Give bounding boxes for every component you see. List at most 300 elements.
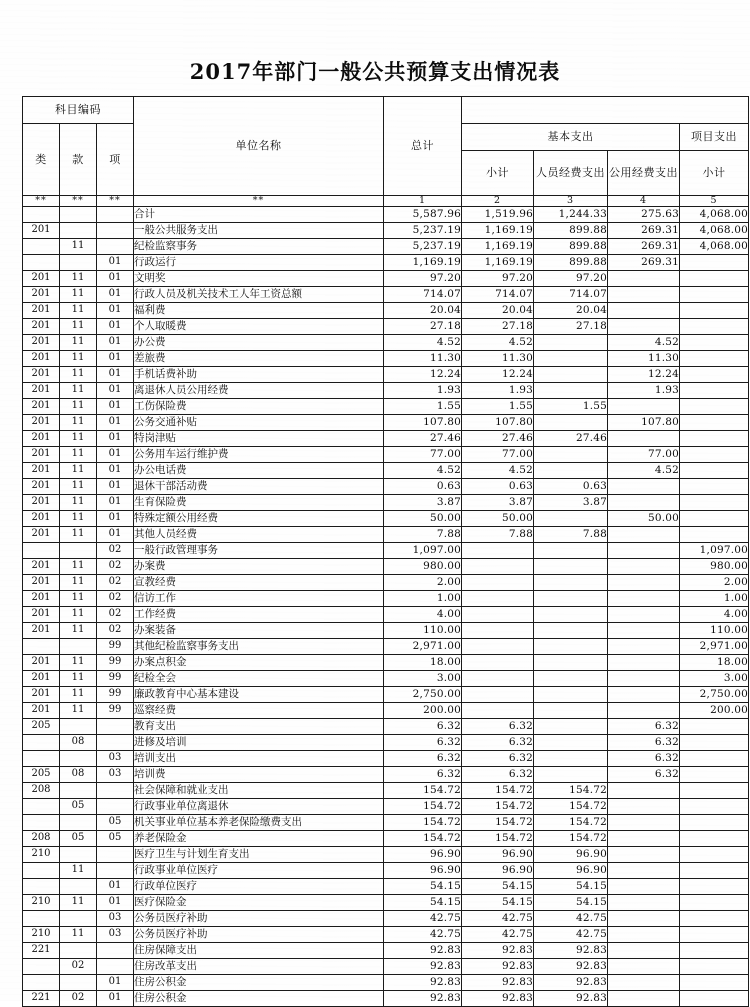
cell-total: 1,169.19 (384, 254, 462, 270)
cell-basic-subtotal: 27.18 (462, 318, 534, 334)
budget-table-container (22, 96, 749, 1007)
cell-personnel: 154.72 (534, 814, 608, 830)
cell-total: 12.24 (384, 366, 462, 382)
cell-personnel: 154.72 (534, 782, 608, 798)
cell-lei: 201 (23, 430, 60, 446)
cell-total: 3.87 (384, 494, 462, 510)
cell-unit-name: 教育支出 (134, 718, 384, 734)
cell-personnel (534, 558, 608, 574)
table-row (23, 814, 749, 830)
cell-unit-name: 办案费 (134, 558, 384, 574)
cell-xiang: 02 (97, 622, 134, 638)
cell-public (608, 702, 680, 718)
header-kuan: 款 (60, 124, 97, 196)
cell-xiang: 03 (97, 910, 134, 926)
cell-lei (23, 750, 60, 766)
cell-kuan (60, 782, 97, 798)
cell-personnel (534, 622, 608, 638)
cell-kuan: 11 (60, 238, 97, 254)
cell-unit-name: 机关事业单位基本养老保险缴费支出 (134, 814, 384, 830)
cell-lei: 201 (23, 574, 60, 590)
cell-project (680, 718, 749, 734)
table-row (23, 590, 749, 606)
cell-project (680, 494, 749, 510)
cell-basic-subtotal (462, 590, 534, 606)
cell-basic-subtotal: 6.32 (462, 718, 534, 734)
cell-xiang: 01 (97, 430, 134, 446)
cell-basic-subtotal: 4.52 (462, 462, 534, 478)
cell-xiang: 01 (97, 382, 134, 398)
table-row (23, 510, 749, 526)
cell-personnel: 0.63 (534, 478, 608, 494)
cell-project (680, 814, 749, 830)
cell-lei: 201 (23, 446, 60, 462)
cell-total: 200.00 (384, 702, 462, 718)
cell-total: 92.83 (384, 990, 462, 1006)
header-project-subtotal: 小计 (680, 151, 749, 196)
cell-lei: 201 (23, 286, 60, 302)
marker-kuan: ** (60, 196, 97, 207)
cell-unit-name: 医疗卫生与计划生育支出 (134, 846, 384, 862)
cell-project (680, 990, 749, 1006)
cell-kuan: 11 (60, 702, 97, 718)
cell-lei: 201 (23, 462, 60, 478)
cell-project: 4.00 (680, 606, 749, 622)
cell-lei: 201 (23, 686, 60, 702)
marker-xiang: ** (97, 196, 134, 207)
cell-total: 5,237.19 (384, 238, 462, 254)
cell-project (680, 782, 749, 798)
cell-public (608, 894, 680, 910)
cell-project: 3.00 (680, 670, 749, 686)
cell-basic-subtotal (462, 670, 534, 686)
table-row (23, 958, 749, 974)
cell-basic-subtotal (462, 702, 534, 718)
cell-project (680, 414, 749, 430)
cell-xiang (97, 718, 134, 734)
cell-personnel: 96.90 (534, 862, 608, 878)
cell-total: 54.15 (384, 894, 462, 910)
cell-project: 980.00 (680, 558, 749, 574)
cell-basic-subtotal (462, 622, 534, 638)
cell-unit-name: 办案装备 (134, 622, 384, 638)
table-row (23, 750, 749, 766)
cell-personnel: 899.88 (534, 254, 608, 270)
cell-kuan: 11 (60, 574, 97, 590)
cell-kuan: 11 (60, 462, 97, 478)
cell-basic-subtotal: 107.80 (462, 414, 534, 430)
cell-total: 6.32 (384, 750, 462, 766)
cell-basic-subtotal: 1,519.96 (462, 206, 534, 222)
cell-project (680, 862, 749, 878)
cell-personnel (534, 686, 608, 702)
table-row (23, 318, 749, 334)
marker-personnel: 3 (534, 196, 608, 207)
table-body (23, 206, 749, 1006)
cell-personnel: 92.83 (534, 958, 608, 974)
cell-basic-subtotal: 1.55 (462, 398, 534, 414)
cell-unit-name: 社会保障和就业支出 (134, 782, 384, 798)
table-row (23, 238, 749, 254)
cell-project: 4,068.00 (680, 206, 749, 222)
cell-project (680, 926, 749, 942)
cell-basic-subtotal: 1,169.19 (462, 238, 534, 254)
cell-lei: 208 (23, 830, 60, 846)
header-xiang: 项 (97, 124, 134, 196)
cell-project (680, 350, 749, 366)
cell-lei: 201 (23, 382, 60, 398)
table-row (23, 526, 749, 542)
cell-public: 50.00 (608, 510, 680, 526)
cell-unit-name: 离退休人员公用经费 (134, 382, 384, 398)
cell-xiang: 01 (97, 446, 134, 462)
cell-project (680, 894, 749, 910)
cell-kuan: 11 (60, 654, 97, 670)
table-row (23, 382, 749, 398)
table-row (23, 734, 749, 750)
cell-basic-subtotal: 92.83 (462, 958, 534, 974)
cell-xiang: 05 (97, 830, 134, 846)
page-title: 2017年部门一般公共预算支出情况表 (189, 59, 561, 84)
cell-total: 5,587.96 (384, 206, 462, 222)
cell-unit-name: 生育保险费 (134, 494, 384, 510)
cell-kuan: 11 (60, 494, 97, 510)
cell-lei (23, 638, 60, 654)
cell-personnel: 714.07 (534, 286, 608, 302)
table-row (23, 798, 749, 814)
cell-total: 92.83 (384, 958, 462, 974)
table-row (23, 206, 749, 222)
cell-xiang: 03 (97, 926, 134, 942)
cell-basic-subtotal (462, 558, 534, 574)
cell-basic-subtotal: 1.93 (462, 382, 534, 398)
cell-total: 2.00 (384, 574, 462, 590)
table-row (23, 830, 749, 846)
cell-total: 4.52 (384, 334, 462, 350)
cell-public (608, 558, 680, 574)
cell-unit-name: 公务员医疗补助 (134, 926, 384, 942)
cell-project: 200.00 (680, 702, 749, 718)
cell-project (680, 510, 749, 526)
cell-personnel: 1.55 (534, 398, 608, 414)
cell-total: 6.32 (384, 766, 462, 782)
cell-basic-subtotal: 154.72 (462, 814, 534, 830)
cell-total: 1.93 (384, 382, 462, 398)
cell-lei (23, 238, 60, 254)
cell-kuan: 11 (60, 670, 97, 686)
table-row (23, 702, 749, 718)
cell-kuan: 11 (60, 398, 97, 414)
cell-unit-name: 医疗保险金 (134, 894, 384, 910)
cell-personnel: 54.15 (534, 878, 608, 894)
cell-total: 7.88 (384, 526, 462, 542)
marker-total: 1 (384, 196, 462, 207)
cell-total: 1.00 (384, 590, 462, 606)
cell-basic-subtotal: 6.32 (462, 734, 534, 750)
cell-project (680, 286, 749, 302)
marker-public: 4 (608, 196, 680, 207)
cell-personnel (534, 606, 608, 622)
cell-personnel: 92.83 (534, 990, 608, 1006)
header-unit-name: 单位名称 (134, 97, 384, 196)
cell-lei: 201 (23, 654, 60, 670)
cell-kuan: 11 (60, 510, 97, 526)
table-row (23, 878, 749, 894)
cell-unit-name: 行政事业单位离退休 (134, 798, 384, 814)
cell-kuan (60, 814, 97, 830)
header-total: 总计 (384, 97, 462, 196)
cell-public (608, 542, 680, 558)
cell-project (680, 766, 749, 782)
cell-public (608, 942, 680, 958)
cell-basic-subtotal (462, 654, 534, 670)
cell-xiang: 05 (97, 814, 134, 830)
cell-xiang: 01 (97, 478, 134, 494)
cell-personnel: 3.87 (534, 494, 608, 510)
cell-xiang (97, 846, 134, 862)
table-row (23, 766, 749, 782)
cell-kuan (60, 846, 97, 862)
cell-basic-subtotal: 27.46 (462, 430, 534, 446)
cell-public: 11.30 (608, 350, 680, 366)
cell-project (680, 910, 749, 926)
cell-basic-subtotal: 3.87 (462, 494, 534, 510)
cell-lei: 205 (23, 766, 60, 782)
cell-lei: 201 (23, 302, 60, 318)
cell-kuan: 11 (60, 446, 97, 462)
cell-public: 6.32 (608, 734, 680, 750)
header-project-expenditure: 项目支出 (680, 124, 749, 151)
cell-total: 11.30 (384, 350, 462, 366)
cell-kuan (60, 942, 97, 958)
cell-public (608, 526, 680, 542)
cell-kuan: 11 (60, 894, 97, 910)
cell-project: 4,068.00 (680, 222, 749, 238)
cell-unit-name: 退休干部活动费 (134, 478, 384, 494)
cell-lei: 201 (23, 318, 60, 334)
cell-lei (23, 206, 60, 222)
cell-public (608, 478, 680, 494)
cell-basic-subtotal (462, 542, 534, 558)
cell-public (608, 862, 680, 878)
table-row (23, 494, 749, 510)
cell-kuan: 11 (60, 622, 97, 638)
cell-unit-name: 廉政教育中心基本建设 (134, 686, 384, 702)
cell-basic-subtotal: 7.88 (462, 526, 534, 542)
cell-kuan: 11 (60, 334, 97, 350)
cell-lei (23, 798, 60, 814)
cell-kuan (60, 974, 97, 990)
cell-lei: 201 (23, 270, 60, 286)
cell-unit-name: 培训支出 (134, 750, 384, 766)
cell-total: 18.00 (384, 654, 462, 670)
cell-xiang: 01 (97, 894, 134, 910)
cell-project: 2.00 (680, 574, 749, 590)
cell-unit-name: 行政单位医疗 (134, 878, 384, 894)
cell-unit-name: 住房改革支出 (134, 958, 384, 974)
cell-unit-name: 办案点积金 (134, 654, 384, 670)
cell-basic-subtotal (462, 574, 534, 590)
cell-total: 96.90 (384, 862, 462, 878)
cell-project (680, 302, 749, 318)
cell-basic-subtotal: 97.20 (462, 270, 534, 286)
cell-xiang: 01 (97, 334, 134, 350)
cell-project: 1.00 (680, 590, 749, 606)
cell-basic-subtotal: 20.04 (462, 302, 534, 318)
cell-project (680, 366, 749, 382)
cell-unit-name: 养老保险金 (134, 830, 384, 846)
cell-unit-name: 公务用车运行维护费 (134, 446, 384, 462)
cell-public (608, 574, 680, 590)
cell-public (608, 830, 680, 846)
cell-total: 5,237.19 (384, 222, 462, 238)
cell-unit-name: 住房公积金 (134, 990, 384, 1006)
cell-xiang: 01 (97, 462, 134, 478)
cell-kuan (60, 254, 97, 270)
cell-kuan (60, 910, 97, 926)
cell-public: 4.52 (608, 334, 680, 350)
cell-total: 27.18 (384, 318, 462, 334)
header-code-group: 科目编码 (23, 97, 134, 124)
cell-basic-subtotal: 154.72 (462, 798, 534, 814)
cell-project (680, 958, 749, 974)
cell-kuan: 11 (60, 414, 97, 430)
cell-total: 2,750.00 (384, 686, 462, 702)
cell-kuan: 08 (60, 766, 97, 782)
cell-personnel (534, 350, 608, 366)
cell-basic-subtotal: 154.72 (462, 830, 534, 846)
table-row (23, 350, 749, 366)
cell-total: 154.72 (384, 814, 462, 830)
cell-kuan: 05 (60, 798, 97, 814)
cell-personnel: 20.04 (534, 302, 608, 318)
cell-lei: 201 (23, 702, 60, 718)
cell-personnel (534, 670, 608, 686)
cell-xiang (97, 238, 134, 254)
cell-project (680, 446, 749, 462)
marker-unit-name: ** (134, 196, 384, 207)
cell-lei: 201 (23, 414, 60, 430)
header-lei: 类 (23, 124, 60, 196)
cell-personnel: 899.88 (534, 222, 608, 238)
cell-public (608, 654, 680, 670)
table-row (23, 414, 749, 430)
table-row (23, 910, 749, 926)
cell-total: 92.83 (384, 974, 462, 990)
table-header (23, 97, 749, 207)
cell-kuan: 11 (60, 270, 97, 286)
cell-total: 96.90 (384, 846, 462, 862)
cell-lei: 221 (23, 990, 60, 1006)
cell-personnel (534, 718, 608, 734)
cell-basic-subtotal: 96.90 (462, 862, 534, 878)
table-row (23, 446, 749, 462)
cell-xiang: 99 (97, 638, 134, 654)
cell-project: 110.00 (680, 622, 749, 638)
cell-total: 42.75 (384, 910, 462, 926)
cell-basic-subtotal: 4.52 (462, 334, 534, 350)
cell-project: 4,068.00 (680, 238, 749, 254)
cell-public (608, 814, 680, 830)
cell-personnel: 899.88 (534, 238, 608, 254)
cell-personnel (534, 590, 608, 606)
cell-total: 0.63 (384, 478, 462, 494)
table-row (23, 478, 749, 494)
header-basic-subtotal: 小计 (462, 151, 534, 196)
cell-basic-subtotal: 12.24 (462, 366, 534, 382)
cell-total: 1.55 (384, 398, 462, 414)
cell-public: 77.00 (608, 446, 680, 462)
cell-lei (23, 734, 60, 750)
cell-xiang: 01 (97, 526, 134, 542)
cell-public (608, 990, 680, 1006)
cell-project (680, 334, 749, 350)
cell-lei: 201 (23, 334, 60, 350)
cell-project (680, 830, 749, 846)
cell-lei (23, 254, 60, 270)
cell-unit-name: 信访工作 (134, 590, 384, 606)
cell-personnel: 154.72 (534, 830, 608, 846)
cell-kuan: 11 (60, 366, 97, 382)
cell-personnel (534, 654, 608, 670)
table-row (23, 638, 749, 654)
cell-public: 1.93 (608, 382, 680, 398)
cell-lei: 208 (23, 782, 60, 798)
cell-xiang (97, 734, 134, 750)
cell-basic-subtotal: 54.15 (462, 894, 534, 910)
cell-total: 154.72 (384, 830, 462, 846)
table-row (23, 990, 749, 1006)
cell-unit-name: 公务交通补贴 (134, 414, 384, 430)
cell-project (680, 942, 749, 958)
cell-unit-name: 办公费 (134, 334, 384, 350)
cell-personnel: 97.20 (534, 270, 608, 286)
cell-basic-subtotal: 92.83 (462, 990, 534, 1006)
cell-public: 12.24 (608, 366, 680, 382)
cell-project: 2,971.00 (680, 638, 749, 654)
cell-basic-subtotal: 42.75 (462, 910, 534, 926)
cell-personnel: 92.83 (534, 942, 608, 958)
cell-public: 269.31 (608, 254, 680, 270)
column-marker-row (23, 196, 749, 207)
cell-xiang (97, 222, 134, 238)
cell-lei: 201 (23, 606, 60, 622)
cell-personnel (534, 702, 608, 718)
cell-kuan: 11 (60, 606, 97, 622)
cell-personnel: 92.83 (534, 974, 608, 990)
cell-kuan (60, 222, 97, 238)
cell-kuan: 02 (60, 990, 97, 1006)
cell-unit-name: 手机话费补助 (134, 366, 384, 382)
cell-public (608, 622, 680, 638)
table-row (23, 366, 749, 382)
cell-kuan: 11 (60, 350, 97, 366)
cell-project: 2,750.00 (680, 686, 749, 702)
cell-personnel (534, 462, 608, 478)
cell-total: 110.00 (384, 622, 462, 638)
cell-xiang: 01 (97, 254, 134, 270)
table-row (23, 654, 749, 670)
cell-kuan (60, 718, 97, 734)
cell-public (608, 398, 680, 414)
cell-lei (23, 542, 60, 558)
table-row (23, 862, 749, 878)
cell-unit-name: 住房保障支出 (134, 942, 384, 958)
cell-unit-name: 培训费 (134, 766, 384, 782)
cell-xiang: 01 (97, 350, 134, 366)
cell-lei (23, 862, 60, 878)
cell-xiang: 02 (97, 606, 134, 622)
